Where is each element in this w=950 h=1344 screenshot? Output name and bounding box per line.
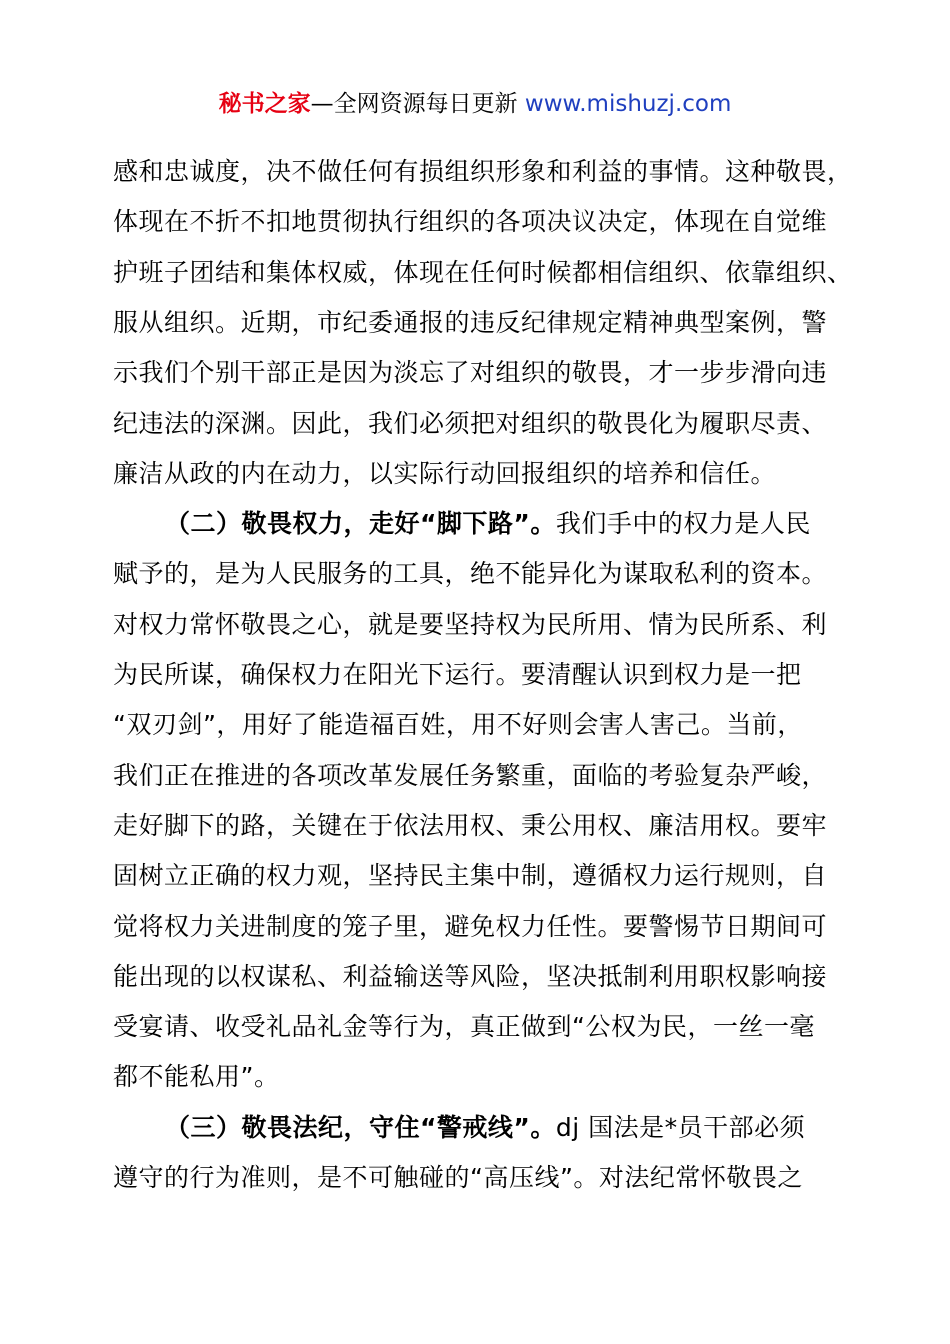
line-text: 对权力常怀敬畏之心，就是要坚持权为民所用、情为民所系、利 — [113, 610, 828, 639]
line-text: 廉洁从政的内在动力，以实际行动回报组织的培养和信任。 — [113, 459, 777, 488]
line-text: 赋予的，是为人民服务的工具，绝不能异化为谋取私利的资本。 — [113, 559, 828, 588]
line-text: 走好脚下的路，关键在于依法用权、秉公用权、廉洁用权。要牢 — [113, 811, 828, 840]
text-line — [113, 901, 827, 953]
text-line — [113, 297, 827, 349]
text-line — [113, 347, 827, 399]
section-heading: （二）敬畏权力，走好“脚下路”。 — [165, 509, 556, 538]
line-text: 固树立正确的权力观，坚持民主集中制，遵循权力运行规则，自 — [113, 861, 828, 890]
line-text: 服从组织。近期，市纪委通报的违反纪律规定精神典型案例，警 — [113, 308, 828, 337]
line-text: 纪违法的深渊。因此，我们必须把对组织的敬畏化为履职尽责、 — [113, 409, 828, 438]
text-line — [113, 1051, 279, 1103]
line-text: 我们手中的权力是人民 — [555, 509, 811, 538]
text-line — [113, 1001, 815, 1053]
text-line — [113, 800, 827, 852]
line-text: 示我们个别干部正是因为淡忘了对组织的敬畏，才一步步滑向违 — [113, 358, 828, 387]
line-text: 感和忠诚度，决不做任何有损组织形象和利益的事情。这种敬畏， — [113, 157, 853, 186]
text-line — [113, 146, 853, 198]
section-heading: （三）敬畏法纪，守住“警戒线”。 — [165, 1113, 556, 1142]
line-text: 能出现的以权谋私、利益输送等风险，坚决抵制利用职权影响接 — [113, 962, 828, 991]
line-text: “双刃剑”，用好了能造福百姓，用不好则会害人害己。当前， — [113, 710, 803, 739]
site-url[interactable]: www.mishuzj.com — [524, 91, 732, 117]
text-line — [113, 951, 827, 1003]
line-text: 为民所谋，确保权力在阳光下运行。要清醒认识到权力是一把 — [113, 660, 802, 689]
line-text: 觉将权力关进制度的笼子里，避免权力任性。要警惕节日期间可 — [113, 912, 828, 941]
line-text: 遵守的行为准则，是不可触碰的“高压线”。对法纪常怀敬畏之 — [113, 1163, 803, 1192]
line-text: 护班子团结和集体权威，体现在任何时候都相信组织、依靠组织、 — [113, 258, 853, 287]
text-line — [113, 548, 827, 600]
line-text: 都不能私用”。 — [113, 1062, 280, 1091]
line-text: 我们正在推进的各项改革发展任务繁重，面临的考验复杂严峻， — [113, 761, 828, 790]
text-line — [113, 599, 827, 651]
text-line — [113, 398, 827, 450]
text-line — [113, 1152, 803, 1204]
site-tagline: —全网资源每日更新 — [310, 91, 525, 117]
text-line — [113, 649, 802, 701]
line-text: dj 国法是*员干部必须 — [555, 1113, 806, 1142]
text-line — [113, 750, 827, 802]
text-line — [113, 850, 827, 902]
text-line — [113, 699, 803, 751]
text-line — [113, 448, 776, 500]
text-line — [165, 1102, 805, 1154]
site-header — [0, 88, 950, 120]
line-text: 受宴请、收受礼品礼金等行为，真正做到“公权为民，一丝一毫 — [113, 1012, 815, 1041]
site-brand: 秘书之家 — [218, 91, 311, 117]
text-line — [113, 247, 853, 299]
text-line — [113, 196, 827, 248]
text-line — [165, 498, 811, 550]
line-text: 体现在不折不扣地贯彻执行组织的各项决议决定，体现在自觉维 — [113, 207, 828, 236]
